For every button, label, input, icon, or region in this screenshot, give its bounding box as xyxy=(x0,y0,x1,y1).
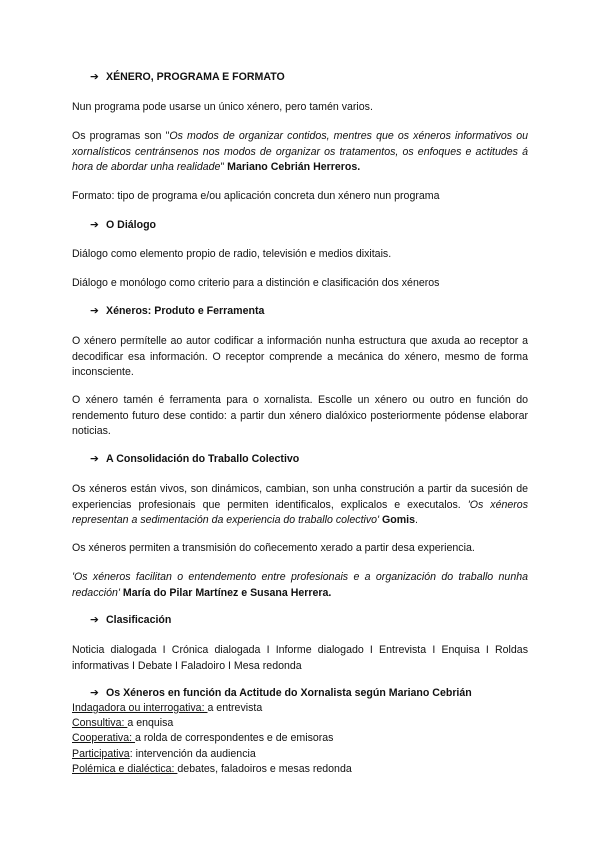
paragraph-martinez-herrera xyxy=(72,570,528,601)
attitude-term: Indagadora ou interrogativa: xyxy=(72,702,208,714)
section-heading-dialogo xyxy=(90,219,156,231)
list-item: Indagadora ou interrogativa: a entrevista xyxy=(72,702,263,714)
paragraph: Diálogo como elemento propio de radio, televisión e medios dixitais. xyxy=(72,248,392,260)
arrow-icon: ➔ xyxy=(90,71,99,83)
list-item: Consultiva: a enquisa xyxy=(72,717,174,730)
quote-text: Os modos de organizar contidos, mentres que os xéneros informativos ou xornalísticos centránsenos nos modos de organizar os tratamentos, os enfoques e actitudes á hora de abordar unha realidade xyxy=(72,130,529,173)
section-heading-actitude-xornalista xyxy=(90,687,472,699)
section-heading-traballo-colectivo xyxy=(90,453,299,465)
quote-author: Mariano Cebrián Herreros. xyxy=(227,161,361,173)
quote-author: María do Pilar Martínez e Susana Herrera. xyxy=(119,586,332,599)
paragraph: Diálogo e monólogo como criterio para a distinción e clasificación dos xéneros xyxy=(72,277,440,289)
arrow-icon: ➔ xyxy=(90,453,99,465)
attitude-term: Participativa xyxy=(72,747,130,760)
section-title: Os Xéneros en función da Actitude do Xornalista según Mariano Cebrián xyxy=(106,687,472,699)
attitude-term: Consultiva: xyxy=(72,717,128,730)
quote-author: Gomis xyxy=(379,514,415,526)
arrow-icon: ➔ xyxy=(90,219,99,231)
paragraph-gomis: Os xéneros están vivos, son dinámicos, cambian, son unha construción a partir da sucesión de experiencias profesionais que permiten identificalos, explicalos e executalos. 'Os xéneros representan a sedimentación da experiencia do traballo colectivo' Gomis. xyxy=(72,483,528,526)
section-heading-produto-ferramenta xyxy=(90,305,264,317)
section-title: A Consolidación do Traballo Colectivo xyxy=(106,453,300,465)
arrow-icon: ➔ xyxy=(90,305,99,317)
list-item: Polémica e dialéctica: debates, faladoiros e mesas redonda xyxy=(72,762,352,775)
attitude-list xyxy=(72,701,528,777)
arrow-icon: ➔ xyxy=(90,614,99,626)
section-heading-clasificacion xyxy=(90,614,171,626)
section-heading-xenero-programa-formato xyxy=(90,71,285,83)
attitude-term: Cooperativa: xyxy=(72,732,136,745)
paragraph: Os xéneros permiten a transmisión do coñecemento xerado a partir desa experiencia. xyxy=(72,542,475,554)
section-title: Clasificación xyxy=(106,614,172,626)
quote-text: 'Os xéneros facilitan o entendemento entre profesionais e a organización do traballo nunha redacción' xyxy=(72,571,528,599)
paragraph: Nun programa pode usarse un único xénero, pero tamén varios. xyxy=(72,101,373,113)
paragraph-genre-list: Noticia dialogada I Crónica dialogada I Informe dialogado I Entrevista I Enquisa I Roldas informativas I Debate I Faladoiro I Mesa redonda xyxy=(72,644,528,672)
quote-text: 'Os xéneros representan a sedimentación da experiencia do traballo colectivo' xyxy=(72,498,528,526)
attitude-term: Polémica e dialéctica: xyxy=(72,762,178,775)
section-title: Xéneros: Produto e Ferramenta xyxy=(106,305,265,317)
arrow-icon: ➔ xyxy=(90,687,99,699)
section-title: XÉNERO, PROGRAMA E FORMATO xyxy=(106,71,285,83)
section-title: O Diálogo xyxy=(106,219,157,231)
paragraph: O xénero tamén é ferramenta para o xornalista. Escolle un xénero ou outro en función do rendemento futuro dese contido: a partir dun xénero dialóxico posteriormente pódense elaborar noticias. xyxy=(72,394,528,437)
list-item: Cooperativa: a rolda de correspondentes e de emisoras xyxy=(72,732,334,745)
paragraph: O xénero permítelle ao autor codificar a información nunha estructura que axuda ao receptor a decodificar esa información. O receptor comprende a mecánica do xénero, mesmo de forma inconsciente. xyxy=(72,335,528,378)
list-item: Participativa: intervención da audiencia xyxy=(72,747,256,760)
paragraph-programs-quote: Os programas son "Os modos de organizar contidos, mentres que os xéneros informativos ou xornalísticos centránsenos nos modos de organizar os tratamentos, os enfoques e actitudes á hora de abordar unha realidade" Mariano Cebrián Herreros. xyxy=(72,130,529,173)
paragraph-format: Formato: tipo de programa e/ou aplicación concreta dun xénero nun programa xyxy=(72,190,440,202)
